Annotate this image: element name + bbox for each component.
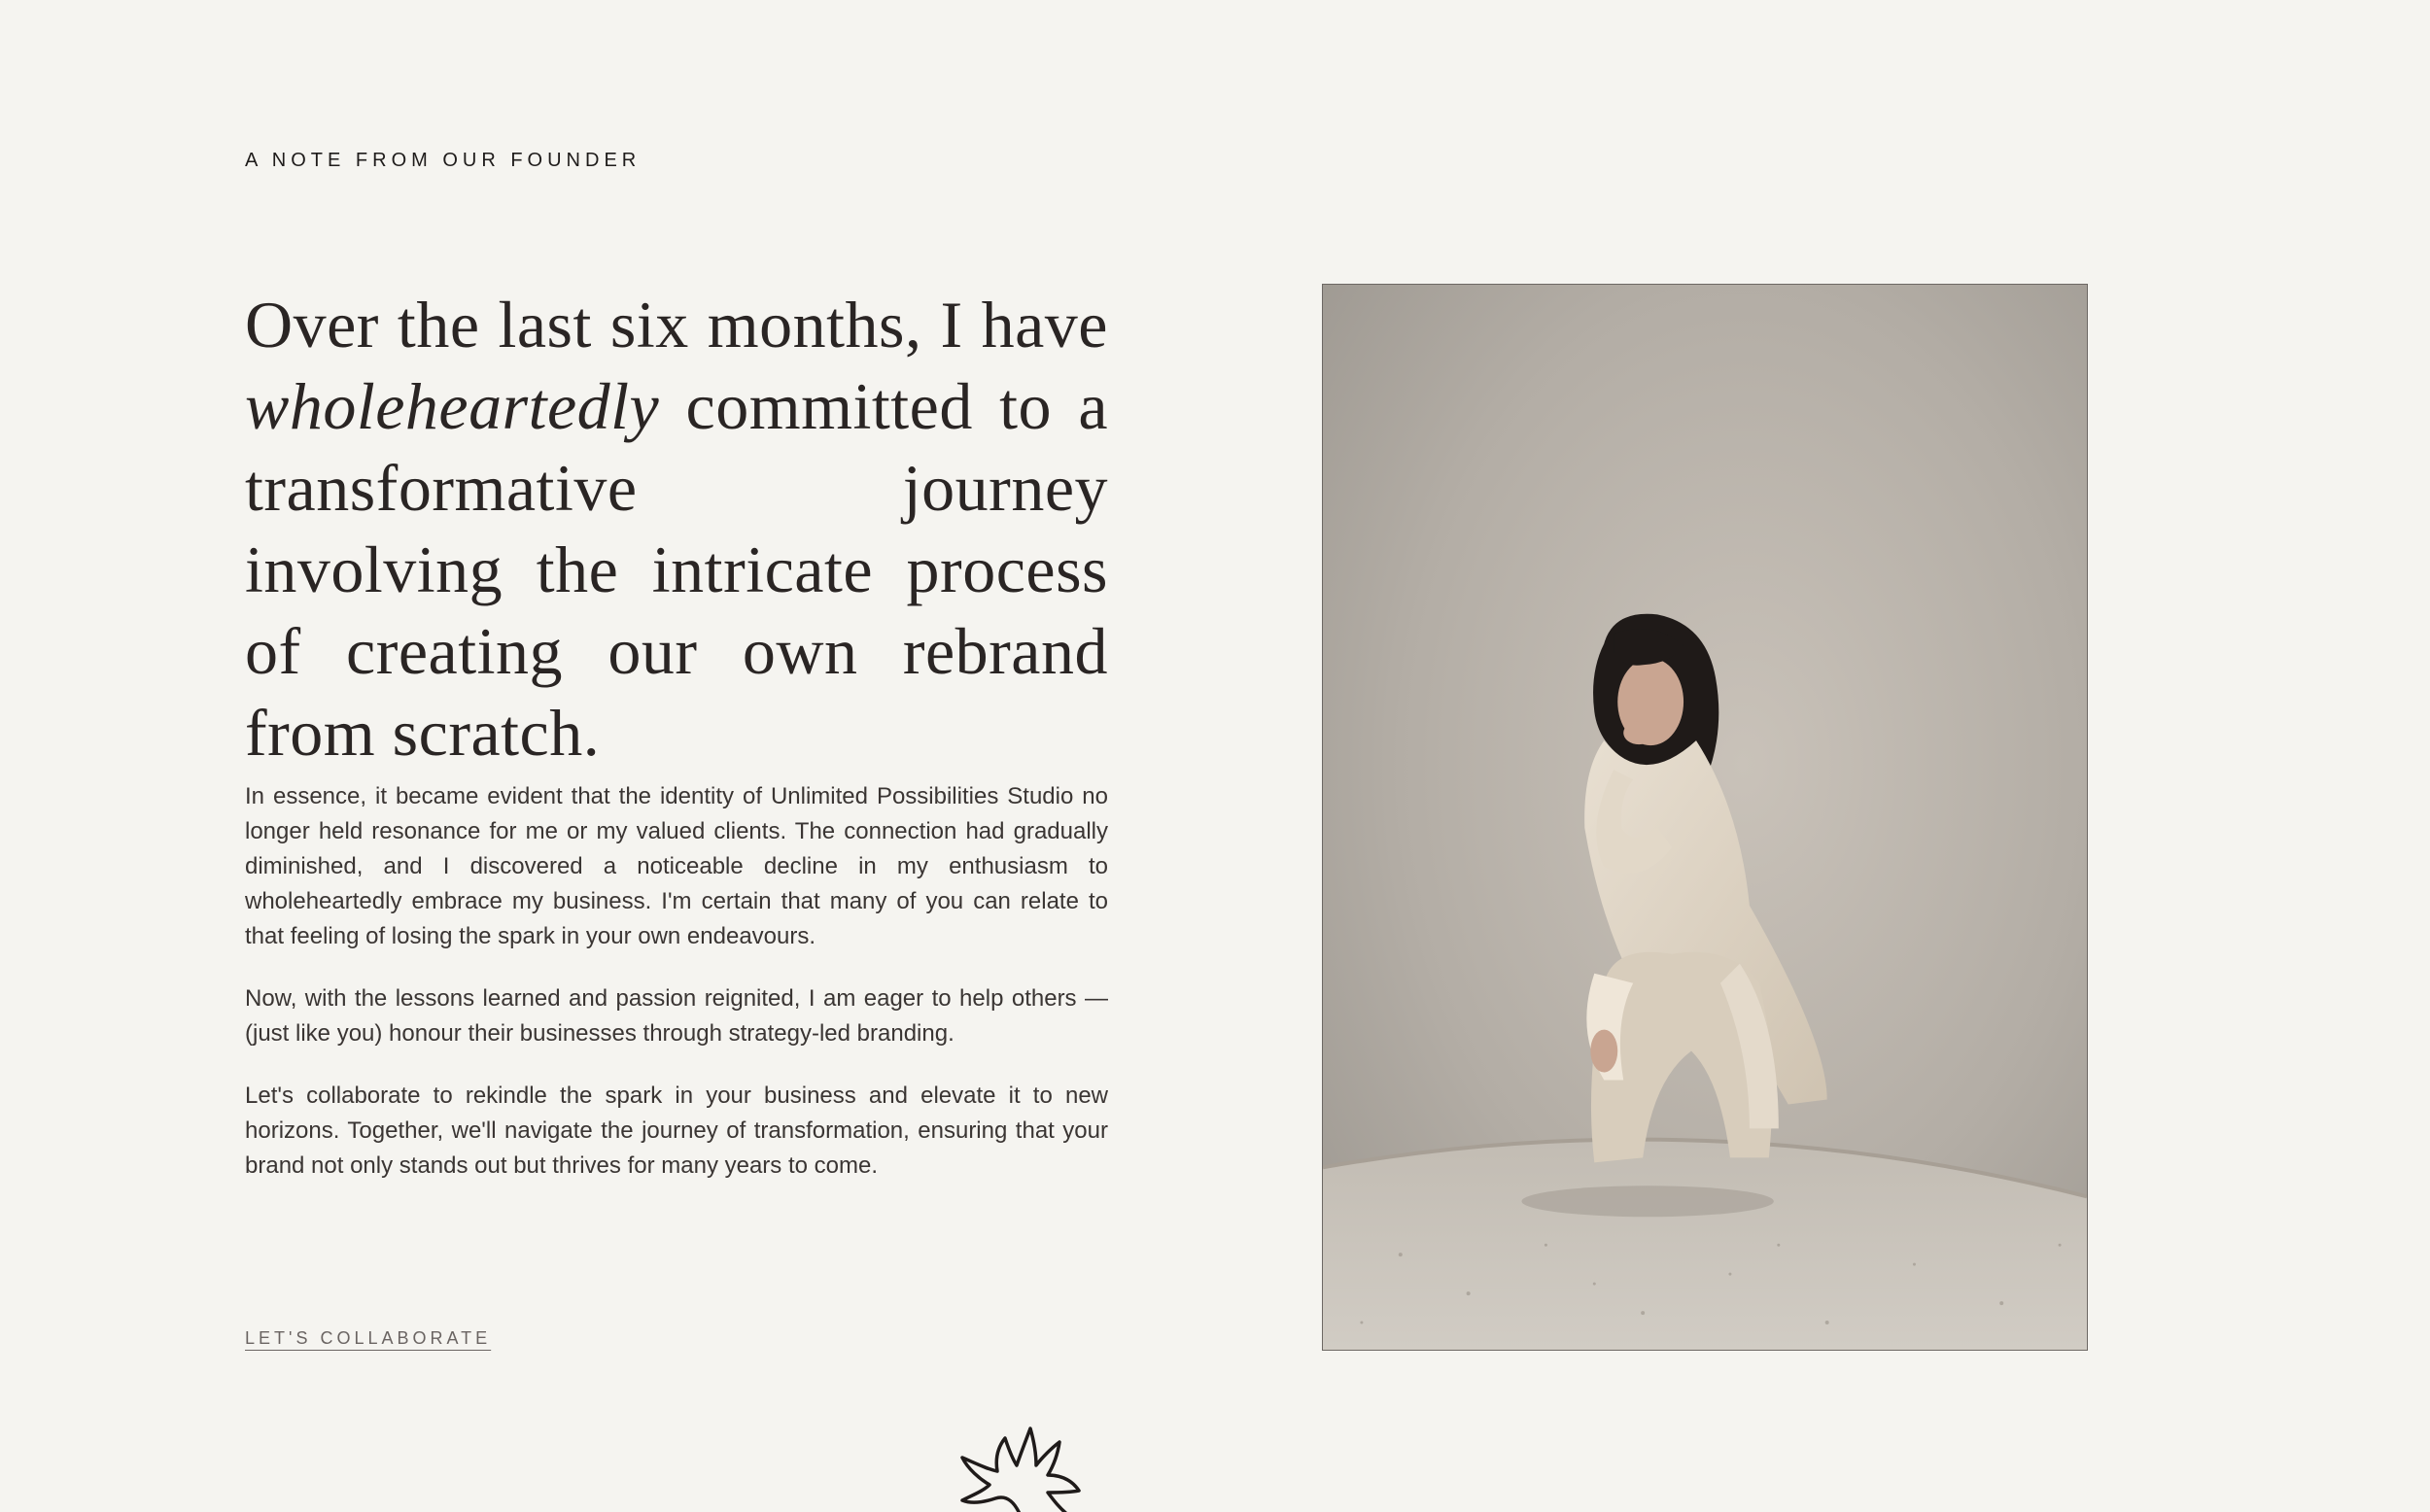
section-eyebrow: A NOTE FROM OUR FOUNDER — [245, 150, 642, 171]
founder-heading — [245, 284, 1108, 773]
body-paragraph: Now, with the lessons learned and passion reignited, I am eager to help others —(just like you) honour their businesses through strategy-led branding. — [245, 985, 1108, 1047]
heading-text-start: Over the last six months, I have — [245, 288, 1108, 361]
founder-portrait-image — [1322, 284, 2088, 1351]
body-paragraph: In essence, it became evident that the identity of Unlimited Possibilities Studio no longer held resonance for me or my valued clients. The connection had gradually diminished, and I discovered a noticeable decline in my enthusiasm to wholeheartedly embrace my business. I'm certain that many of you can relate to that feeling of losing the spark in your own endeavours. — [245, 783, 1108, 949]
body-paragraph: Let's collaborate to rekindle the spark in your business and elevate it to new horizons. Together, we'll navigate the journey of transformation, ensuring that your brand not only stands out but thrives for many years to come. — [245, 1082, 1108, 1179]
heading-emphasis: wholeheartedly — [245, 369, 660, 443]
lets-collaborate-link[interactable]: LET'S COLLABORATE — [245, 1328, 492, 1348]
founder-note-body — [245, 779, 1108, 1211]
sun-icon — [923, 1421, 1118, 1512]
heading-text-end: committed to a transformative journey involving the intricate process of creating our own rebrand from scratch. — [245, 369, 1108, 770]
